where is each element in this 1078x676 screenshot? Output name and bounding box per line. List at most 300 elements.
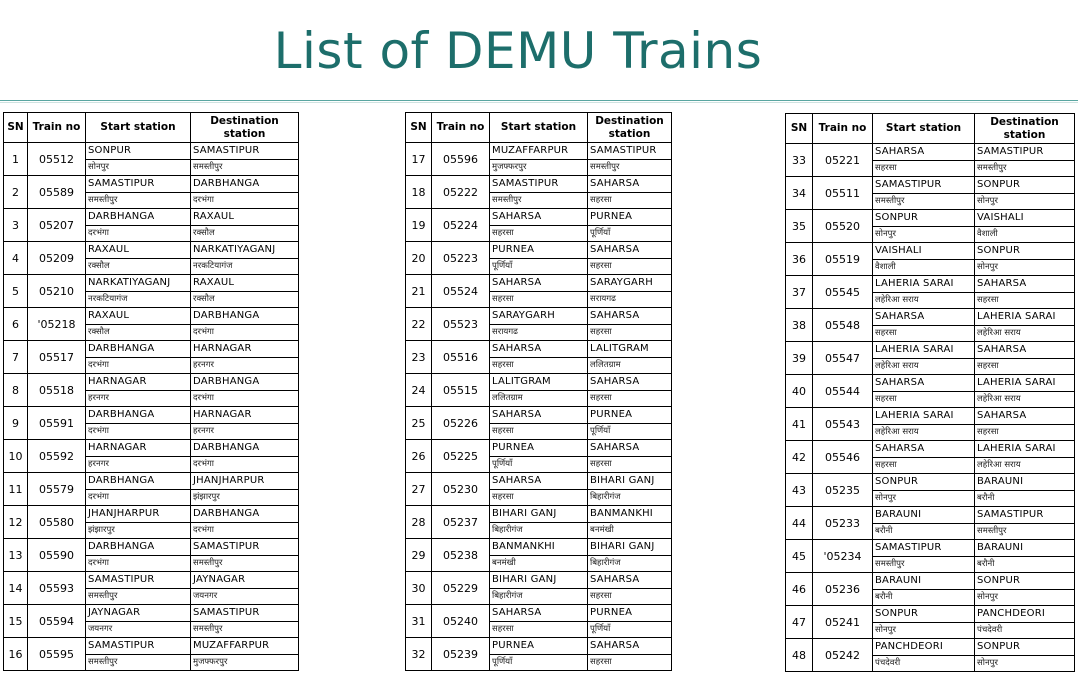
start-station-hindi: रक्सौल bbox=[86, 259, 191, 275]
destination-station-hindi: बरौनी bbox=[975, 491, 1075, 507]
destination-station: SAHARSA bbox=[588, 308, 672, 325]
destination-station: MUZAFFARPUR bbox=[191, 638, 299, 655]
destination-station: SAMASTIPUR bbox=[975, 507, 1075, 524]
train-number: '05218 bbox=[28, 308, 86, 341]
train-number: 05223 bbox=[432, 242, 490, 275]
header-train-no: Train no bbox=[28, 113, 86, 143]
train-number: 05207 bbox=[28, 209, 86, 242]
destination-station: VAISHALI bbox=[975, 210, 1075, 227]
destination-station: SAHARSA bbox=[588, 242, 672, 259]
serial-number: 3 bbox=[4, 209, 28, 242]
destination-station-hindi: सरायगढ bbox=[588, 292, 672, 308]
train-number: 05225 bbox=[432, 440, 490, 473]
table-row bbox=[786, 144, 1075, 161]
table-row bbox=[786, 375, 1075, 392]
destination-station-hindi: वैशाली bbox=[975, 227, 1075, 243]
start-station: LAHERIA SARAI bbox=[873, 342, 975, 359]
table-row bbox=[4, 473, 299, 490]
start-station-hindi: सोनपुर bbox=[873, 227, 975, 243]
start-station: LAHERIA SARAI bbox=[873, 276, 975, 293]
table-row bbox=[406, 308, 672, 325]
table-row bbox=[786, 177, 1075, 194]
destination-station: DARBHANGA bbox=[191, 374, 299, 391]
table-row bbox=[786, 540, 1075, 557]
table-row bbox=[406, 440, 672, 457]
destination-station: DARBHANGA bbox=[191, 176, 299, 193]
train-number: 05512 bbox=[28, 143, 86, 176]
serial-number: 20 bbox=[406, 242, 432, 275]
destination-station-hindi: हरनगर bbox=[191, 358, 299, 374]
start-station-hindi: सोनपुर bbox=[873, 491, 975, 507]
destination-station-hindi: सहरसा bbox=[975, 359, 1075, 375]
train-number: 05209 bbox=[28, 242, 86, 275]
start-station-hindi: पूर्णियाँ bbox=[490, 457, 588, 473]
header-destination-station: Destination station bbox=[588, 113, 672, 143]
header-sn: SN bbox=[786, 114, 813, 144]
train-number: 05545 bbox=[813, 276, 873, 309]
train-number: 05226 bbox=[432, 407, 490, 440]
start-station-hindi: सोनपुर bbox=[86, 160, 191, 176]
destination-station: BARAUNI bbox=[975, 474, 1075, 491]
train-number: 05519 bbox=[813, 243, 873, 276]
serial-number: 46 bbox=[786, 573, 813, 606]
destination-station-hindi: सहरसा bbox=[588, 655, 672, 671]
destination-station: BARAUNI bbox=[975, 540, 1075, 557]
destination-station-hindi: सोनपुर bbox=[975, 260, 1075, 276]
start-station: LAHERIA SARAI bbox=[873, 408, 975, 425]
serial-number: 36 bbox=[786, 243, 813, 276]
start-station: JHANJHARPUR bbox=[86, 506, 191, 523]
destination-station: PURNEA bbox=[588, 605, 672, 622]
destination-station: SAMASTIPUR bbox=[975, 144, 1075, 161]
serial-number: 4 bbox=[4, 242, 28, 275]
table-row bbox=[4, 341, 299, 358]
header-sn: SN bbox=[4, 113, 28, 143]
destination-station-hindi: सहरसा bbox=[588, 391, 672, 407]
destination-station: DARBHANGA bbox=[191, 308, 299, 325]
destination-station: SAHARSA bbox=[975, 408, 1075, 425]
serial-number: 22 bbox=[406, 308, 432, 341]
table-row bbox=[406, 242, 672, 259]
table-row bbox=[786, 639, 1075, 656]
table-row bbox=[786, 408, 1075, 425]
start-station: DARBHANGA bbox=[86, 209, 191, 226]
start-station-hindi: दरभंगा bbox=[86, 490, 191, 506]
start-station: BANMANKHI bbox=[490, 539, 588, 556]
table-row bbox=[406, 473, 672, 490]
start-station: BARAUNI bbox=[873, 573, 975, 590]
destination-station-hindi: सोनपुर bbox=[975, 656, 1075, 672]
start-station-hindi: लहेरिआ सराय bbox=[873, 359, 975, 375]
destination-station-hindi: नरकटियागंज bbox=[191, 259, 299, 275]
destination-station-hindi: सहरसा bbox=[588, 589, 672, 605]
start-station: SONPUR bbox=[873, 210, 975, 227]
train-number: 05546 bbox=[813, 441, 873, 474]
serial-number: 15 bbox=[4, 605, 28, 638]
start-station: HARNAGAR bbox=[86, 374, 191, 391]
start-station-hindi: मुजफ्फरपुर bbox=[490, 160, 588, 176]
destination-station: SAMASTIPUR bbox=[588, 143, 672, 160]
serial-number: 41 bbox=[786, 408, 813, 441]
start-station-hindi: हरनगर bbox=[86, 391, 191, 407]
header-start-station: Start station bbox=[873, 114, 975, 144]
start-station-hindi: पंचदेवरी bbox=[873, 656, 975, 672]
train-number: 05237 bbox=[432, 506, 490, 539]
serial-number: 47 bbox=[786, 606, 813, 639]
destination-station: SAHARSA bbox=[588, 638, 672, 655]
table-row bbox=[786, 243, 1075, 260]
start-station: HARNAGAR bbox=[86, 440, 191, 457]
table-row bbox=[406, 539, 672, 556]
table-row bbox=[406, 209, 672, 226]
start-station: SAMASTIPUR bbox=[86, 572, 191, 589]
serial-number: 35 bbox=[786, 210, 813, 243]
start-station-hindi: झंझारपुर bbox=[86, 523, 191, 539]
serial-number: 31 bbox=[406, 605, 432, 638]
start-station-hindi: सहरसा bbox=[873, 458, 975, 474]
start-station-hindi: सहरसा bbox=[490, 424, 588, 440]
serial-number: 21 bbox=[406, 275, 432, 308]
destination-station: JAYNAGAR bbox=[191, 572, 299, 589]
start-station-hindi: समस्तीपुर bbox=[873, 557, 975, 573]
table-row bbox=[406, 275, 672, 292]
destination-station: SAHARSA bbox=[975, 342, 1075, 359]
train-number: 05591 bbox=[28, 407, 86, 440]
serial-number: 14 bbox=[4, 572, 28, 605]
destination-station: SAHARSA bbox=[588, 374, 672, 391]
table-row bbox=[4, 308, 299, 325]
table-row bbox=[4, 242, 299, 259]
destination-station-hindi: दरभंगा bbox=[191, 325, 299, 341]
train-number: 05594 bbox=[28, 605, 86, 638]
serial-number: 33 bbox=[786, 144, 813, 177]
serial-number: 25 bbox=[406, 407, 432, 440]
start-station: SAMASTIPUR bbox=[873, 540, 975, 557]
start-station-hindi: बरौनी bbox=[873, 590, 975, 606]
train-number: 05590 bbox=[28, 539, 86, 572]
destination-station: LAHERIA SARAI bbox=[975, 375, 1075, 392]
start-station: SONPUR bbox=[873, 474, 975, 491]
train-number: 05511 bbox=[813, 177, 873, 210]
train-number: 05229 bbox=[432, 572, 490, 605]
start-station-hindi: समस्तीपुर bbox=[873, 194, 975, 210]
table-row bbox=[406, 407, 672, 424]
start-station-hindi: रक्सौल bbox=[86, 325, 191, 341]
header-destination-station: Destination station bbox=[975, 114, 1075, 144]
train-number: 05596 bbox=[432, 143, 490, 176]
destination-station-hindi: बिहारीगंज bbox=[588, 556, 672, 572]
start-station: SONPUR bbox=[86, 143, 191, 160]
train-number: 05240 bbox=[432, 605, 490, 638]
start-station: SAMASTIPUR bbox=[86, 176, 191, 193]
table-row bbox=[4, 143, 299, 160]
table-row bbox=[4, 539, 299, 556]
destination-station: RAXAUL bbox=[191, 209, 299, 226]
table-row bbox=[4, 506, 299, 523]
serial-number: 24 bbox=[406, 374, 432, 407]
table-row bbox=[4, 374, 299, 391]
start-station-hindi: सरायगढ bbox=[490, 325, 588, 341]
table-row bbox=[4, 605, 299, 622]
start-station: PURNEA bbox=[490, 440, 588, 457]
train-number: 05210 bbox=[28, 275, 86, 308]
start-station-hindi: दरभंगा bbox=[86, 424, 191, 440]
start-station-hindi: समस्तीपुर bbox=[86, 589, 191, 605]
destination-station-hindi: रक्सौल bbox=[191, 292, 299, 308]
start-station-hindi: सहरसा bbox=[873, 326, 975, 342]
destination-station-hindi: ललितग्राम bbox=[588, 358, 672, 374]
destination-station: DARBHANGA bbox=[191, 506, 299, 523]
serial-number: 42 bbox=[786, 441, 813, 474]
title-divider bbox=[0, 100, 1078, 101]
destination-station-hindi: सहरसा bbox=[588, 259, 672, 275]
serial-number: 11 bbox=[4, 473, 28, 506]
header-train-no: Train no bbox=[813, 114, 873, 144]
start-station-hindi: नरकटियागंज bbox=[86, 292, 191, 308]
start-station: BARAUNI bbox=[873, 507, 975, 524]
serial-number: 8 bbox=[4, 374, 28, 407]
start-station-hindi: सोनपुर bbox=[873, 623, 975, 639]
destination-station: SAHARSA bbox=[588, 572, 672, 589]
serial-number: 13 bbox=[4, 539, 28, 572]
table-row bbox=[406, 605, 672, 622]
start-station: SAHARSA bbox=[490, 341, 588, 358]
train-number: 05544 bbox=[813, 375, 873, 408]
destination-station-hindi: दरभंगा bbox=[191, 457, 299, 473]
destination-station-hindi: समस्तीपुर bbox=[588, 160, 672, 176]
serial-number: 12 bbox=[4, 506, 28, 539]
start-station: SAHARSA bbox=[873, 375, 975, 392]
serial-number: 10 bbox=[4, 440, 28, 473]
table-row bbox=[786, 342, 1075, 359]
destination-station: PURNEA bbox=[588, 209, 672, 226]
serial-number: 43 bbox=[786, 474, 813, 507]
start-station: LALITGRAM bbox=[490, 374, 588, 391]
start-station: DARBHANGA bbox=[86, 539, 191, 556]
train-number: 05222 bbox=[432, 176, 490, 209]
train-number: 05520 bbox=[813, 210, 873, 243]
destination-station-hindi: समस्तीपुर bbox=[975, 161, 1075, 177]
start-station-hindi: सहरसा bbox=[490, 292, 588, 308]
start-station: MUZAFFARPUR bbox=[490, 143, 588, 160]
destination-station-hindi: सहरसा bbox=[588, 193, 672, 209]
destination-station: HARNAGAR bbox=[191, 407, 299, 424]
train-number: 05236 bbox=[813, 573, 873, 606]
title-divider-shadow bbox=[0, 102, 1078, 103]
destination-station: SONPUR bbox=[975, 573, 1075, 590]
header-train-no: Train no bbox=[432, 113, 490, 143]
table-row bbox=[4, 275, 299, 292]
train-number: 05524 bbox=[432, 275, 490, 308]
table-row bbox=[4, 638, 299, 655]
table-row bbox=[786, 573, 1075, 590]
train-number: 05523 bbox=[432, 308, 490, 341]
serial-number: 30 bbox=[406, 572, 432, 605]
start-station: SAMASTIPUR bbox=[873, 177, 975, 194]
destination-station-hindi: सहरसा bbox=[975, 425, 1075, 441]
destination-station-hindi: हरनगर bbox=[191, 424, 299, 440]
destination-station: BANMANKHI bbox=[588, 506, 672, 523]
table-row bbox=[786, 210, 1075, 227]
train-number: 05238 bbox=[432, 539, 490, 572]
start-station-hindi: हरनगर bbox=[86, 457, 191, 473]
start-station: JAYNAGAR bbox=[86, 605, 191, 622]
start-station: RAXAUL bbox=[86, 308, 191, 325]
serial-number: 2 bbox=[4, 176, 28, 209]
train-number: 05592 bbox=[28, 440, 86, 473]
start-station-hindi: बनमंखी bbox=[490, 556, 588, 572]
serial-number: 23 bbox=[406, 341, 432, 374]
start-station-hindi: वैशाली bbox=[873, 260, 975, 276]
start-station: SAHARSA bbox=[490, 407, 588, 424]
train-number: 05221 bbox=[813, 144, 873, 177]
destination-station: SONPUR bbox=[975, 639, 1075, 656]
serial-number: 26 bbox=[406, 440, 432, 473]
destination-station-hindi: पूर्णियाँ bbox=[588, 622, 672, 638]
start-station-hindi: दरभंगा bbox=[86, 358, 191, 374]
header-destination-station: Destination station bbox=[191, 113, 299, 143]
destination-station-hindi: पूर्णियाँ bbox=[588, 226, 672, 242]
destination-station-hindi: लहेरिआ सराय bbox=[975, 392, 1075, 408]
serial-number: 17 bbox=[406, 143, 432, 176]
start-station-hindi: सहरसा bbox=[873, 161, 975, 177]
destination-station-hindi: सोनपुर bbox=[975, 194, 1075, 210]
table-row bbox=[786, 474, 1075, 491]
train-number: 05233 bbox=[813, 507, 873, 540]
train-number: 05230 bbox=[432, 473, 490, 506]
start-station: SAHARSA bbox=[490, 275, 588, 292]
destination-station-hindi: लहेरिआ सराय bbox=[975, 458, 1075, 474]
destination-station: LAHERIA SARAI bbox=[975, 309, 1075, 326]
serial-number: 40 bbox=[786, 375, 813, 408]
start-station-hindi: दरभंगा bbox=[86, 226, 191, 242]
train-number: 05239 bbox=[432, 638, 490, 671]
start-station: RAXAUL bbox=[86, 242, 191, 259]
start-station-hindi: जयनगर bbox=[86, 622, 191, 638]
start-station-hindi: दरभंगा bbox=[86, 556, 191, 572]
start-station: SAMASTIPUR bbox=[490, 176, 588, 193]
serial-number: 7 bbox=[4, 341, 28, 374]
destination-station-hindi: लहेरिआ सराय bbox=[975, 326, 1075, 342]
train-number: 05547 bbox=[813, 342, 873, 375]
train-number: 05543 bbox=[813, 408, 873, 441]
destination-station: SAMASTIPUR bbox=[191, 539, 299, 556]
header-start-station: Start station bbox=[86, 113, 191, 143]
destination-station-hindi: बिहारीगंज bbox=[588, 490, 672, 506]
destination-station: RAXAUL bbox=[191, 275, 299, 292]
start-station-hindi: बिहारीगंज bbox=[490, 523, 588, 539]
train-number: 05579 bbox=[28, 473, 86, 506]
train-number: 05235 bbox=[813, 474, 873, 507]
serial-number: 37 bbox=[786, 276, 813, 309]
train-number: 05242 bbox=[813, 639, 873, 672]
destination-station-hindi: बरौनी bbox=[975, 557, 1075, 573]
destination-station-hindi: समस्तीपुर bbox=[975, 524, 1075, 540]
train-number: 05580 bbox=[28, 506, 86, 539]
start-station: SAHARSA bbox=[490, 473, 588, 490]
train-number: '05234 bbox=[813, 540, 873, 573]
table-row bbox=[4, 440, 299, 457]
train-number: 05516 bbox=[432, 341, 490, 374]
start-station-hindi: समस्तीपुर bbox=[490, 193, 588, 209]
start-station: SAHARSA bbox=[873, 309, 975, 326]
destination-station: LAHERIA SARAI bbox=[975, 441, 1075, 458]
serial-number: 34 bbox=[786, 177, 813, 210]
destination-station: SAHARSA bbox=[588, 440, 672, 457]
serial-number: 29 bbox=[406, 539, 432, 572]
serial-number: 38 bbox=[786, 309, 813, 342]
serial-number: 16 bbox=[4, 638, 28, 671]
table-row bbox=[406, 638, 672, 655]
table-row bbox=[4, 407, 299, 424]
table-row bbox=[786, 606, 1075, 623]
destination-station: HARNAGAR bbox=[191, 341, 299, 358]
start-station: SARAYGARH bbox=[490, 308, 588, 325]
start-station-hindi: ललितग्राम bbox=[490, 391, 588, 407]
destination-station: SAHARSA bbox=[588, 176, 672, 193]
train-number: 05548 bbox=[813, 309, 873, 342]
destination-station: PURNEA bbox=[588, 407, 672, 424]
table-row bbox=[4, 209, 299, 226]
start-station-hindi: सहरसा bbox=[490, 358, 588, 374]
serial-number: 19 bbox=[406, 209, 432, 242]
serial-number: 39 bbox=[786, 342, 813, 375]
start-station: BIHARI GANJ bbox=[490, 506, 588, 523]
start-station-hindi: सहरसा bbox=[490, 226, 588, 242]
destination-station-hindi: समस्तीपुर bbox=[191, 622, 299, 638]
serial-number: 18 bbox=[406, 176, 432, 209]
table-row bbox=[406, 572, 672, 589]
destination-station: SAHARSA bbox=[975, 276, 1075, 293]
start-station: VAISHALI bbox=[873, 243, 975, 260]
serial-number: 44 bbox=[786, 507, 813, 540]
destination-station-hindi: झंझारपुर bbox=[191, 490, 299, 506]
train-number: 05517 bbox=[28, 341, 86, 374]
destination-station-hindi: समस्तीपुर bbox=[191, 160, 299, 176]
header-start-station: Start station bbox=[490, 113, 588, 143]
destination-station-hindi: रक्सौल bbox=[191, 226, 299, 242]
train-table-2 bbox=[405, 112, 672, 671]
header-sn: SN bbox=[406, 113, 432, 143]
destination-station: DARBHANGA bbox=[191, 440, 299, 457]
serial-number: 32 bbox=[406, 638, 432, 671]
start-station: SAMASTIPUR bbox=[86, 638, 191, 655]
start-station: SAHARSA bbox=[873, 144, 975, 161]
train-number: 05224 bbox=[432, 209, 490, 242]
start-station-hindi: पूर्णियाँ bbox=[490, 655, 588, 671]
destination-station: NARKATIYAGANJ bbox=[191, 242, 299, 259]
destination-station: LALITGRAM bbox=[588, 341, 672, 358]
start-station: DARBHANGA bbox=[86, 341, 191, 358]
destination-station: PANCHDEORI bbox=[975, 606, 1075, 623]
start-station: BIHARI GANJ bbox=[490, 572, 588, 589]
destination-station: BIHARI GANJ bbox=[588, 473, 672, 490]
destination-station-hindi: मुजफ्फरपुर bbox=[191, 655, 299, 671]
destination-station-hindi: सहरसा bbox=[588, 457, 672, 473]
table-row bbox=[406, 143, 672, 160]
train-number: 05515 bbox=[432, 374, 490, 407]
serial-number: 5 bbox=[4, 275, 28, 308]
destination-station-hindi: जयनगर bbox=[191, 589, 299, 605]
train-table-3 bbox=[785, 113, 1075, 672]
destination-station-hindi: सोनपुर bbox=[975, 590, 1075, 606]
start-station-hindi: सहरसा bbox=[873, 392, 975, 408]
table-row bbox=[786, 441, 1075, 458]
start-station: DARBHANGA bbox=[86, 473, 191, 490]
destination-station: SARAYGARH bbox=[588, 275, 672, 292]
table-row bbox=[406, 176, 672, 193]
table-row bbox=[4, 176, 299, 193]
